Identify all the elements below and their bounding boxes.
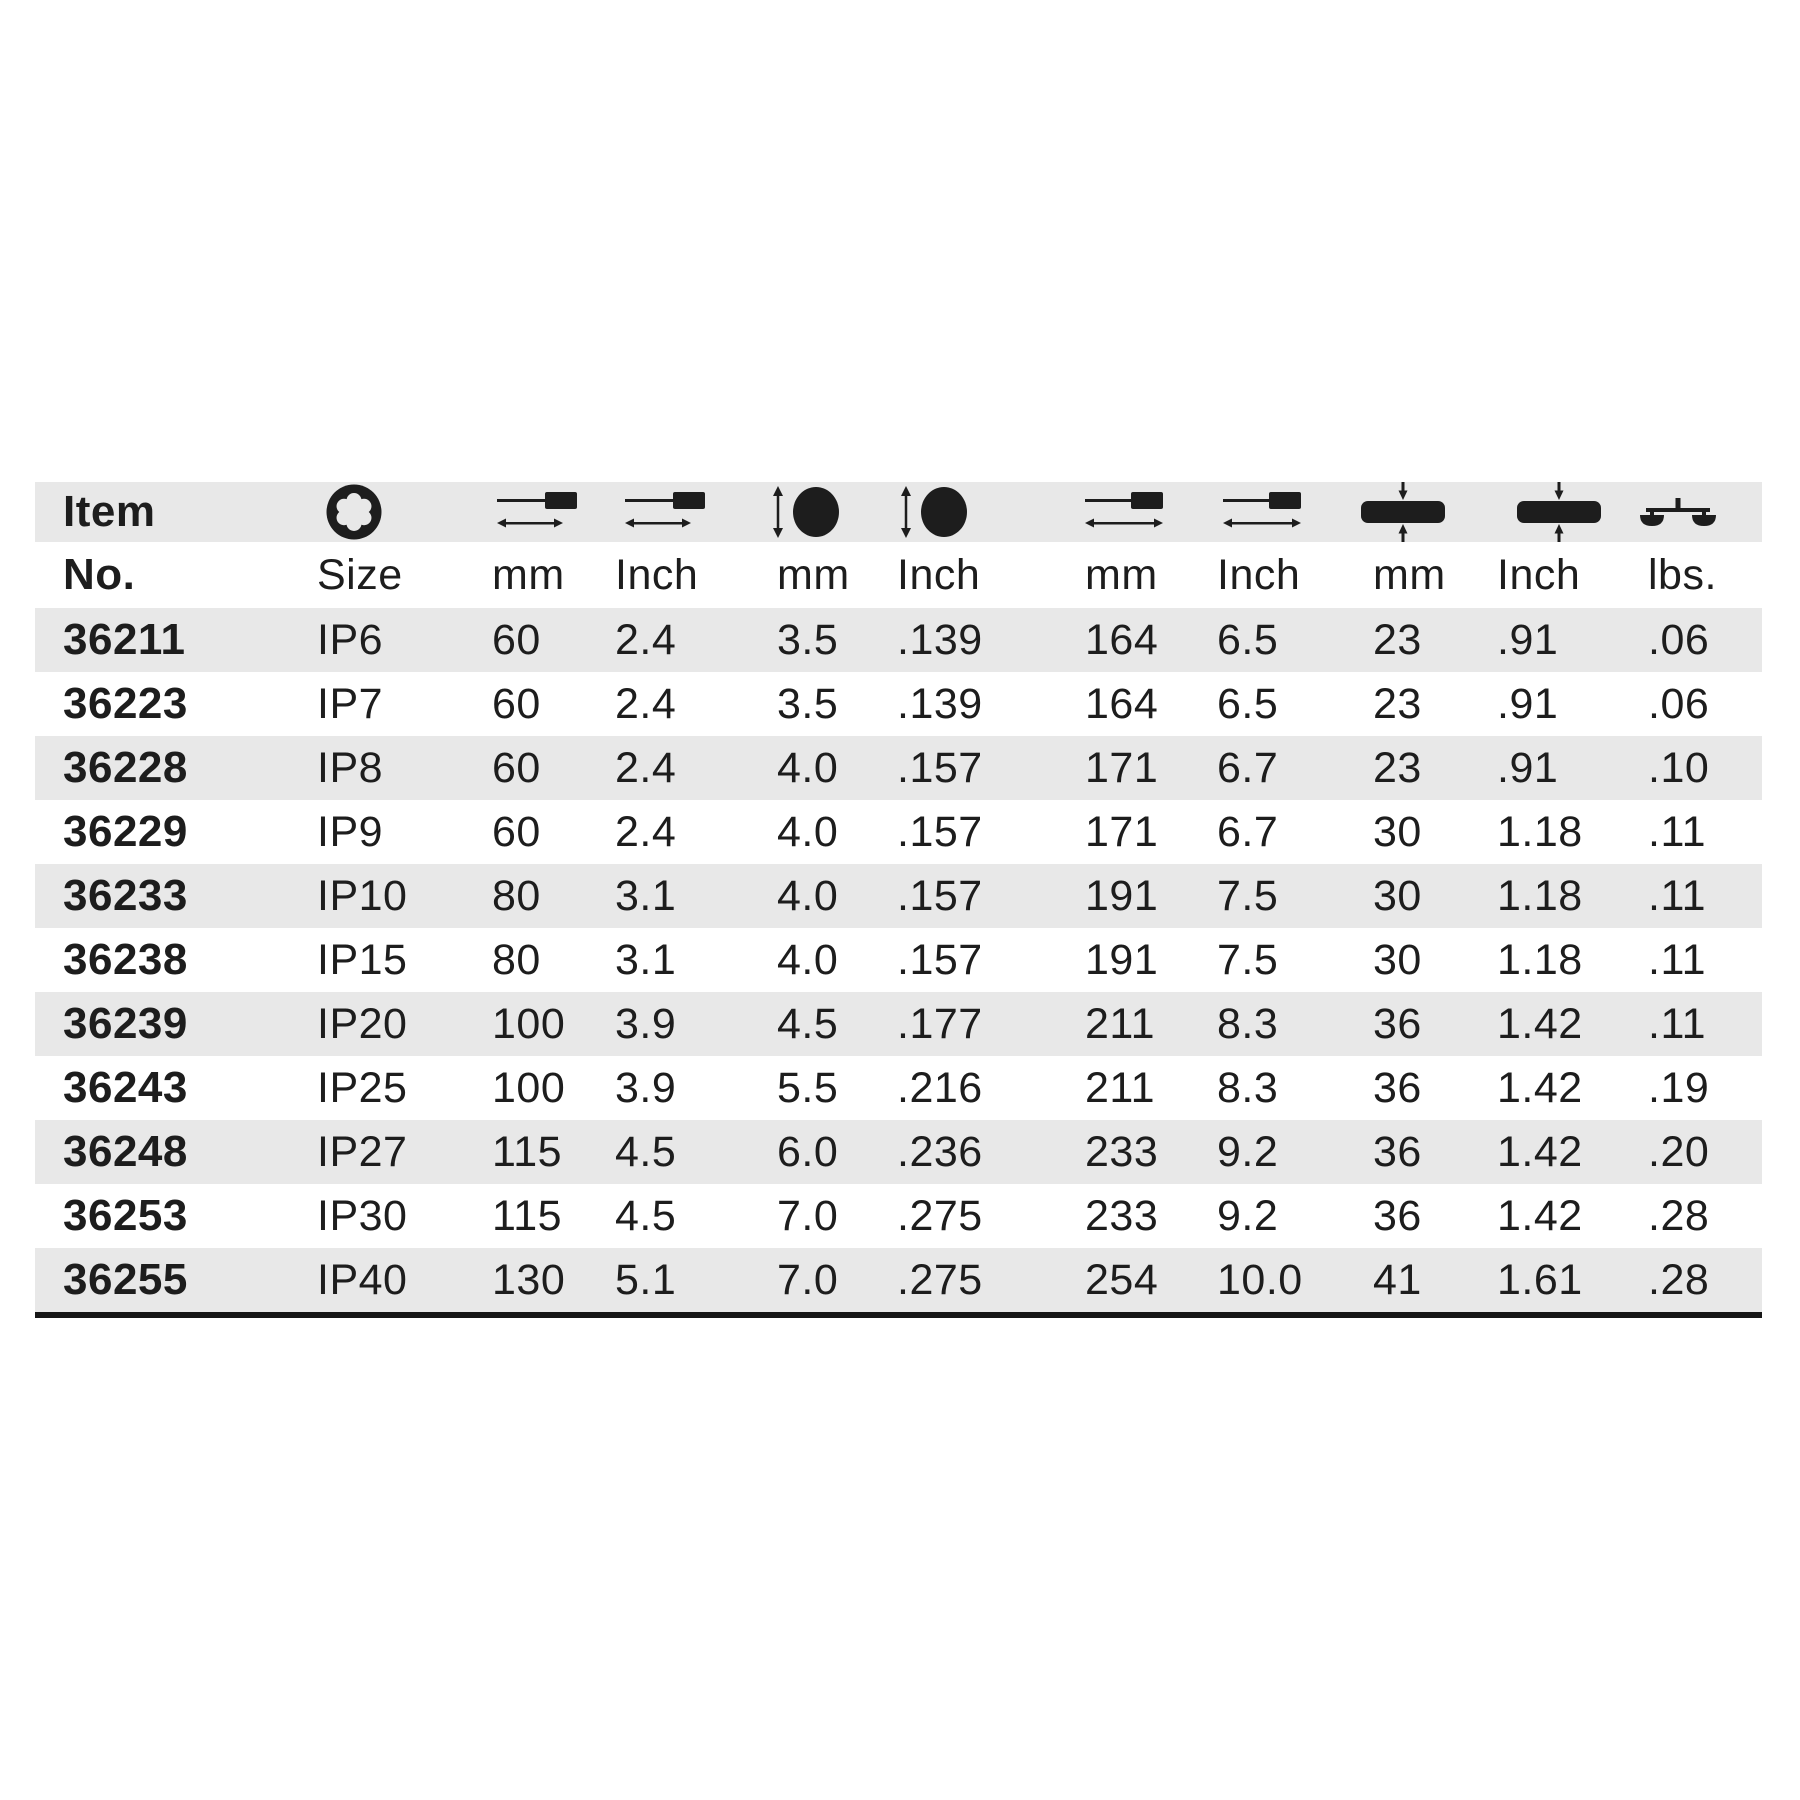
cell-blade-mm: 80 [492,936,541,984]
cell-handle-mm: 23 [1373,680,1422,728]
cell-blade-inch: 3.1 [615,872,677,920]
cell-handle-inch: 1.42 [1497,1128,1583,1176]
cell-size: IP25 [317,1064,408,1112]
cell-size: IP8 [317,744,384,792]
cell-blade-inch: 2.4 [615,744,677,792]
cell-item-no: 36239 [63,999,188,1048]
cell-handle-inch: 1.42 [1497,1000,1583,1048]
table-row [35,1184,1762,1248]
column-header-handle-inch: Inch [1497,551,1581,599]
cell-size: IP7 [317,680,384,728]
cell-blade-mm: 60 [492,616,541,664]
cell-tip-inch: .139 [897,680,983,728]
cell-size: IP27 [317,1128,408,1176]
torx-size-icon [325,483,383,541]
cell-blade-mm: 60 [492,808,541,856]
column-header-overall-inch: Inch [1217,551,1301,599]
column-header-no: No. [63,550,136,599]
cell-handle-inch: 1.18 [1497,936,1583,984]
cell-blade-inch: 3.9 [615,1000,677,1048]
table-row [35,928,1762,992]
cell-blade-mm: 115 [492,1192,563,1240]
cell-overall-inch: 10.0 [1217,1256,1303,1304]
cell-overall-inch: 6.5 [1217,616,1279,664]
cell-overall-mm: 233 [1085,1128,1159,1176]
cell-handle-mm: 36 [1373,1000,1422,1048]
handle-diameter-icon [1517,482,1601,542]
cell-item-no: 36243 [63,1063,188,1112]
cell-blade-inch: 4.5 [615,1128,677,1176]
column-header-tip-inch: Inch [897,551,981,599]
table-row [35,800,1762,864]
cell-tip-mm: 4.5 [777,1000,839,1048]
cell-overall-mm: 171 [1085,808,1159,856]
cell-size: IP30 [317,1192,408,1240]
cell-blade-mm: 100 [492,1064,566,1112]
cell-tip-mm: 3.5 [777,616,839,664]
column-header-blade-inch: Inch [615,551,699,599]
table-row [35,992,1762,1056]
cell-weight-lbs: .19 [1648,1064,1710,1112]
cell-handle-mm: 23 [1373,616,1422,664]
cell-item-no: 36223 [63,679,188,728]
cell-size: IP9 [317,808,384,856]
cell-overall-inch: 6.5 [1217,680,1279,728]
cell-overall-inch: 8.3 [1217,1064,1279,1112]
overall-length-icon [1223,490,1301,534]
cell-handle-mm: 23 [1373,744,1422,792]
cell-item-no: 36253 [63,1191,188,1240]
cell-handle-inch: .91 [1497,680,1559,728]
cell-overall-mm: 233 [1085,1192,1159,1240]
cell-tip-mm: 4.0 [777,872,839,920]
cell-tip-inch: .157 [897,808,983,856]
cell-overall-inch: 6.7 [1217,808,1279,856]
cell-handle-mm: 36 [1373,1064,1422,1112]
cell-blade-inch: 3.9 [615,1064,677,1112]
cell-overall-mm: 254 [1085,1256,1159,1304]
table-body [35,608,1762,1312]
blade-length-icon [625,490,705,534]
cell-blade-mm: 115 [492,1128,563,1176]
cell-size: IP10 [317,872,408,920]
column-header-handle-mm: mm [1373,551,1446,599]
tip-diameter-icon [770,486,842,538]
cell-overall-mm: 191 [1085,872,1159,920]
cell-handle-mm: 30 [1373,808,1422,856]
cell-overall-inch: 6.7 [1217,744,1279,792]
cell-blade-inch: 2.4 [615,616,677,664]
cell-handle-inch: .91 [1497,616,1559,664]
cell-tip-inch: .139 [897,616,983,664]
tip-diameter-icon [898,486,970,538]
item-header-label: Item [63,487,156,536]
cell-handle-inch: 1.61 [1497,1256,1583,1304]
cell-blade-mm: 130 [492,1256,566,1304]
column-header-blade-mm: mm [492,551,565,599]
cell-size: IP6 [317,616,384,664]
cell-overall-mm: 171 [1085,744,1159,792]
cell-overall-mm: 211 [1085,1000,1156,1048]
handle-diameter-icon [1361,482,1445,542]
cell-item-no: 36233 [63,871,188,920]
cell-item-no: 36211 [63,615,186,664]
cell-blade-inch: 2.4 [615,680,677,728]
cell-size: IP15 [317,936,408,984]
spec-table [35,482,1762,1318]
cell-handle-mm: 36 [1373,1128,1422,1176]
table-row [35,1120,1762,1184]
table-header-icons-row [35,482,1762,542]
cell-weight-lbs: .11 [1648,1000,1707,1048]
cell-overall-inch: 8.3 [1217,1000,1279,1048]
cell-handle-inch: 1.42 [1497,1192,1583,1240]
cell-size: IP40 [317,1256,408,1304]
cell-tip-inch: .236 [897,1128,983,1176]
cell-weight-lbs: .28 [1648,1192,1710,1240]
cell-size: IP20 [317,1000,408,1048]
cell-weight-lbs: .28 [1648,1256,1710,1304]
cell-tip-inch: .157 [897,936,983,984]
cell-handle-inch: 1.18 [1497,872,1583,920]
column-header-tip-mm: mm [777,551,850,599]
table-row [35,864,1762,928]
cell-overall-mm: 164 [1085,616,1159,664]
cell-handle-mm: 30 [1373,936,1422,984]
cell-tip-mm: 7.0 [777,1256,839,1304]
cell-item-no: 36248 [63,1127,188,1176]
overall-length-icon [1085,490,1163,534]
cell-blade-mm: 60 [492,744,541,792]
table-row [35,672,1762,736]
cell-blade-mm: 100 [492,1000,566,1048]
cell-handle-inch: .91 [1497,744,1559,792]
cell-item-no: 36228 [63,743,188,792]
column-header-lbs: lbs. [1648,551,1717,599]
cell-tip-inch: .157 [897,872,983,920]
table-header-row [35,542,1762,608]
cell-blade-inch: 3.1 [615,936,677,984]
cell-item-no: 36255 [63,1255,188,1304]
cell-overall-inch: 9.2 [1217,1128,1279,1176]
cell-tip-inch: .177 [897,1000,983,1048]
cell-handle-mm: 30 [1373,872,1422,920]
blade-length-icon [497,490,577,534]
cell-item-no: 36238 [63,935,188,984]
cell-weight-lbs: .11 [1648,936,1707,984]
cell-overall-mm: 164 [1085,680,1159,728]
cell-overall-mm: 191 [1085,936,1159,984]
cell-handle-inch: 1.18 [1497,808,1583,856]
cell-tip-mm: 6.0 [777,1128,839,1176]
cell-overall-mm: 211 [1085,1064,1156,1112]
cell-blade-mm: 60 [492,680,541,728]
cell-weight-lbs: .10 [1648,744,1710,792]
cell-tip-mm: 7.0 [777,1192,839,1240]
cell-blade-inch: 4.5 [615,1192,677,1240]
table-row [35,608,1762,672]
column-header-overall-mm: mm [1085,551,1158,599]
table-row [35,736,1762,800]
weight-scale-icon [1638,495,1718,531]
cell-tip-inch: .216 [897,1064,983,1112]
cell-tip-mm: 4.0 [777,808,839,856]
table-row [35,1056,1762,1120]
column-header-size: Size [317,551,403,599]
cell-weight-lbs: .11 [1648,808,1707,856]
cell-tip-inch: .275 [897,1256,983,1304]
cell-item-no: 36229 [63,807,188,856]
cell-blade-mm: 80 [492,872,541,920]
cell-weight-lbs: .06 [1648,616,1710,664]
cell-handle-inch: 1.42 [1497,1064,1583,1112]
cell-tip-inch: .157 [897,744,983,792]
cell-handle-mm: 36 [1373,1192,1422,1240]
cell-overall-inch: 7.5 [1217,936,1279,984]
cell-overall-inch: 7.5 [1217,872,1279,920]
cell-tip-inch: .275 [897,1192,983,1240]
cell-tip-mm: 5.5 [777,1064,839,1112]
cell-tip-mm: 4.0 [777,744,839,792]
table-row [35,1248,1762,1312]
cell-weight-lbs: .11 [1648,872,1707,920]
cell-overall-inch: 9.2 [1217,1192,1279,1240]
cell-blade-inch: 2.4 [615,808,677,856]
cell-blade-inch: 5.1 [615,1256,677,1304]
cell-handle-mm: 41 [1373,1256,1422,1304]
cell-weight-lbs: .20 [1648,1128,1710,1176]
cell-tip-mm: 3.5 [777,680,839,728]
cell-weight-lbs: .06 [1648,680,1710,728]
cell-tip-mm: 4.0 [777,936,839,984]
